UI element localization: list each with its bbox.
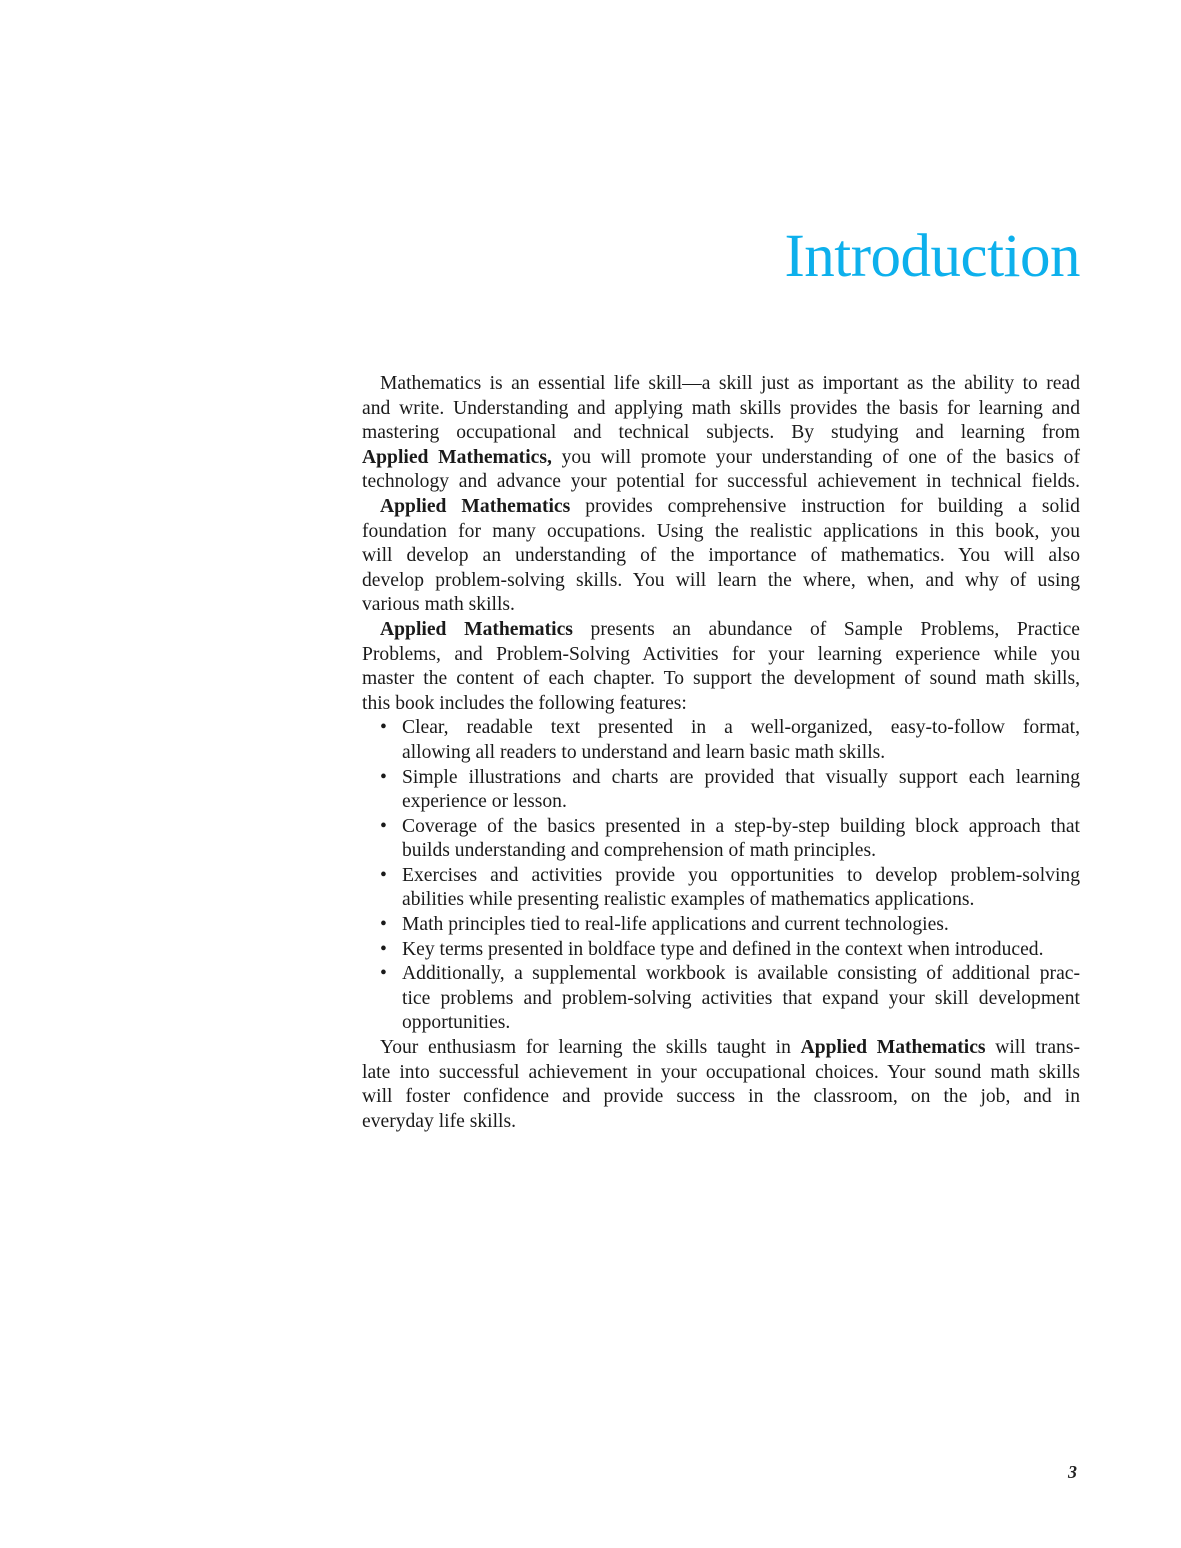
text-line — [362, 938, 1080, 963]
text-line: allowing all readers to understand and learn basic math skills. — [402, 741, 886, 763]
text-line — [362, 766, 1080, 791]
text-segment: Simple illustrations and charts are provided that visually support each learning — [402, 766, 1080, 788]
features-list — [362, 716, 1080, 1036]
text-segment: Exercises and activities provide you opportunities to develop problem-solving — [402, 864, 1080, 886]
text-segment: Key terms presented in boldface type and defined in the context when introduced. — [402, 938, 1044, 960]
text-line: everyday life skills. — [362, 1110, 516, 1132]
book-title-bold: Applied Mathematics — [380, 495, 571, 517]
text-line: master the content of each chapter. To support the development of sound math skills, — [362, 668, 1080, 690]
text-line: foundation for many occupations. Using the realistic applications in this book, you — [362, 520, 1080, 542]
text-line: develop problem-solving skills. You will learn the where, when, and why of using — [362, 569, 1080, 591]
bullet-icon: • — [380, 766, 387, 788]
text-line: Problems, and Problem-Solving Activities for your learning experience while you — [362, 643, 1080, 665]
text-line: this book includes the following features: — [362, 692, 687, 714]
feature-item — [362, 938, 1080, 963]
text-line — [362, 1036, 1080, 1061]
feature-item — [362, 716, 1080, 765]
text-line: will foster confidence and provide success in the classroom, on the job, and in — [362, 1086, 1080, 1108]
text-line: opportunities. — [402, 1012, 511, 1034]
page-number: 3 — [1068, 1462, 1077, 1482]
feature-item — [362, 962, 1080, 1036]
page-title: Introduction — [784, 223, 1080, 290]
text-line — [362, 815, 1080, 840]
feature-item — [362, 913, 1080, 938]
paragraph-1 — [362, 372, 1080, 495]
text-segment: provides comprehensive instruction for building a solid — [570, 495, 1080, 517]
bullet-icon: • — [380, 864, 387, 886]
text-line: and write. Understanding and applying math skills provides the basis for learning and — [362, 397, 1080, 419]
feature-item — [362, 766, 1080, 815]
feature-item — [362, 815, 1080, 864]
bullet-icon: • — [380, 938, 387, 960]
bullet-icon: • — [380, 717, 387, 739]
text-segment: Your enthusiasm for learning the skills taught in — [380, 1037, 801, 1059]
text-line — [362, 962, 1080, 987]
paragraph-closing — [362, 1036, 1080, 1134]
paragraph-3 — [362, 618, 1080, 716]
text-line: Mathematics is an essential life skill—a skill just as important as the ability to read — [380, 373, 1080, 394]
bullet-icon: • — [380, 815, 387, 837]
text-line: technology and advance your potential for successful achievement in technical fields. — [362, 471, 1080, 493]
text-line: abilities while presenting realistic examples of mathematics applications. — [402, 889, 975, 911]
text-line: various math skills. — [362, 594, 515, 616]
text-line — [362, 913, 1080, 938]
text-segment: Math principles tied to real-life applications and current technologies. — [402, 914, 949, 936]
text-line — [362, 716, 1080, 741]
text-line: late into successful achievement in your occupational choices. Your sound math skills — [362, 1061, 1080, 1083]
text-segment: presents an abundance of Sample Problems, Practice — [572, 618, 1080, 640]
text-line — [362, 618, 1080, 643]
text-line — [362, 864, 1080, 889]
text-line: tice problems and problem-solving activities that expand your skill development — [402, 987, 1080, 1009]
text-line: will develop an understanding of the importance of mathematics. You will also — [362, 545, 1080, 567]
book-title-bold: Applied Mathematics, — [362, 446, 552, 468]
text-line — [362, 446, 1080, 471]
book-title-bold: Applied Mathematics — [380, 618, 573, 640]
text-segment: Additionally, a supplemental workbook is available consisting of additional prac- — [402, 963, 1080, 985]
text-line: experience or lesson. — [402, 791, 567, 813]
paragraph-2 — [362, 495, 1080, 618]
feature-item — [362, 864, 1080, 913]
book-title-bold: Applied Mathematics — [800, 1037, 986, 1059]
introduction-body — [362, 372, 1080, 1134]
text-segment: will trans- — [985, 1037, 1080, 1059]
text-line: mastering occupational and technical subjects. By studying and learning from — [362, 422, 1080, 444]
text-line — [362, 495, 1080, 520]
text-segment: you will promote your understanding of one of the basics of — [551, 446, 1080, 468]
bullet-icon: • — [380, 914, 387, 936]
text-segment: Coverage of the basics presented in a step-by-step building block approach that — [402, 815, 1080, 837]
text-segment: Clear, readable text presented in a well-organized, easy-to-follow format, — [402, 717, 1080, 739]
bullet-icon: • — [380, 963, 387, 985]
text-line: builds understanding and comprehension of math principles. — [402, 840, 876, 862]
